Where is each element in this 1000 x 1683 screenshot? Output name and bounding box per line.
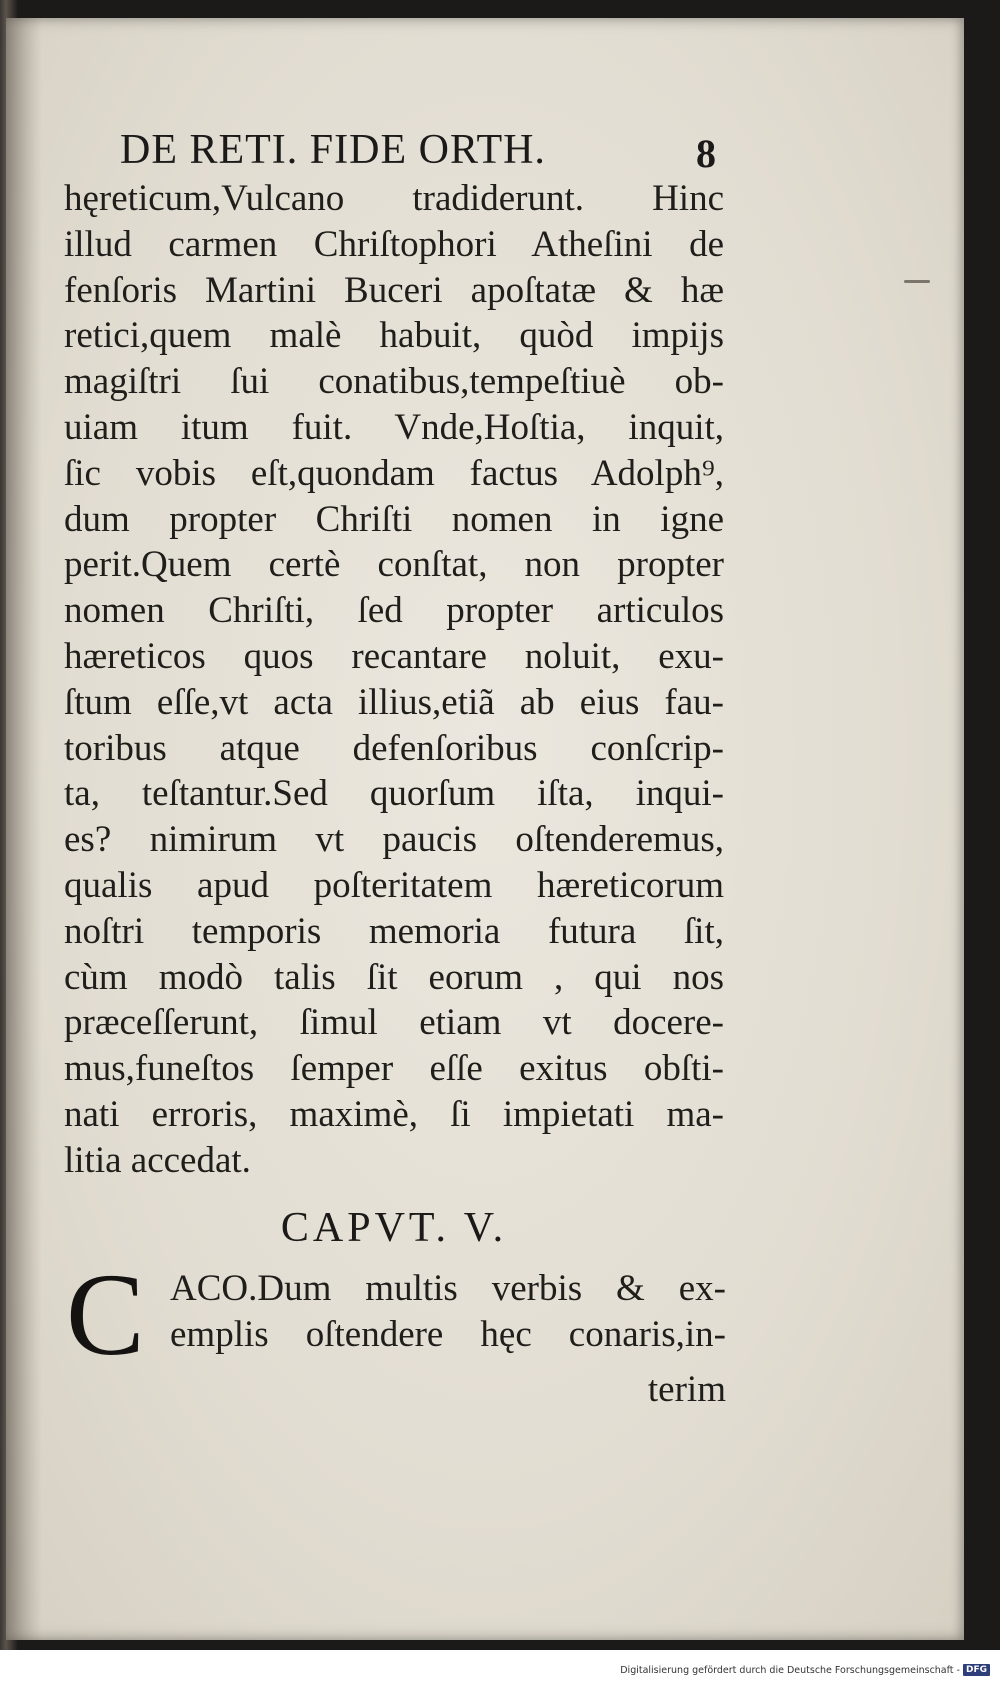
- text-line: fenſoris Martini Buceri apoſtatæ & hæ: [64, 269, 724, 311]
- chapter-title: CAPVT. V.: [280, 1205, 508, 1251]
- text-line: cùm modò talis ſit eorum , qui nos: [64, 956, 724, 998]
- text-line: litia accedat.: [64, 1139, 251, 1181]
- text-line: ſic vobis eſt,quondam factus Adolph⁹,: [64, 452, 724, 494]
- text-line: uiam itum fuit. Vnde,Hoſtia, inquit,: [64, 406, 724, 448]
- chapter-line: emplis oſtendere hęc conaris,in-: [170, 1314, 726, 1355]
- text-line: noſtri temporis memoria futura ſit,: [64, 910, 724, 952]
- text-line: qualis apud poſteritatem hæreticorum: [64, 864, 724, 906]
- text-line: ta, teſtantur.Sed quorſum iſta, inqui-: [64, 773, 724, 815]
- chapter-line: ACO.Dum multis verbis & ex-: [170, 1268, 726, 1309]
- folio-number: 8: [696, 131, 716, 176]
- text-line: nomen Chriſti, ſed propter articulos: [64, 590, 724, 632]
- text-line: perit.Quem certè conſtat, non propter: [64, 544, 724, 586]
- catchword: terim: [647, 1369, 726, 1410]
- text-line: magiſtri ſui conatibus,tempeſtiuè ob-: [64, 361, 724, 403]
- margin-mark: [904, 280, 930, 283]
- text-line: toribus atque defenſoribus conſcrip-: [64, 727, 724, 769]
- text-line: es? nimirum vt paucis oſtenderemus,: [64, 819, 724, 861]
- body-text: [64, 176, 724, 1184]
- book-page: [6, 18, 964, 1640]
- drop-cap: C: [66, 1249, 145, 1380]
- text-line: mus,funeſtos ſemper eſſe exitus obſti-: [64, 1048, 724, 1090]
- credit-text: Digitalisierung gefördert durch die Deutsche Forschungsgemeinschaft -: [620, 1664, 960, 1676]
- text-line: ſtum eſſe,vt acta illius,etiã ab eius fau-: [64, 681, 724, 723]
- text-line: retici,quem malè habuit, quòd impijs: [64, 315, 724, 357]
- text-line: nati erroris, maximè, ſi impietati ma-: [64, 1093, 724, 1135]
- running-head: DE RETI. FIDE ORTH.: [120, 127, 546, 173]
- text-line: dum propter Chriſti nomen in igne: [64, 498, 724, 540]
- dfg-logo: DFG: [963, 1664, 990, 1676]
- text-line: hæreticos quos recantare noluit, exu-: [64, 635, 724, 677]
- spine-shadow: [6, 18, 42, 1640]
- text-line: præceſſerunt, ſimul etiam vt docere-: [64, 1002, 724, 1044]
- footer-credit: [620, 1664, 990, 1676]
- text-line: illud carmen Chriſtophori Atheſini de: [64, 223, 724, 265]
- text-line: hęreticum,Vulcano tradiderunt. Hinc: [64, 178, 724, 219]
